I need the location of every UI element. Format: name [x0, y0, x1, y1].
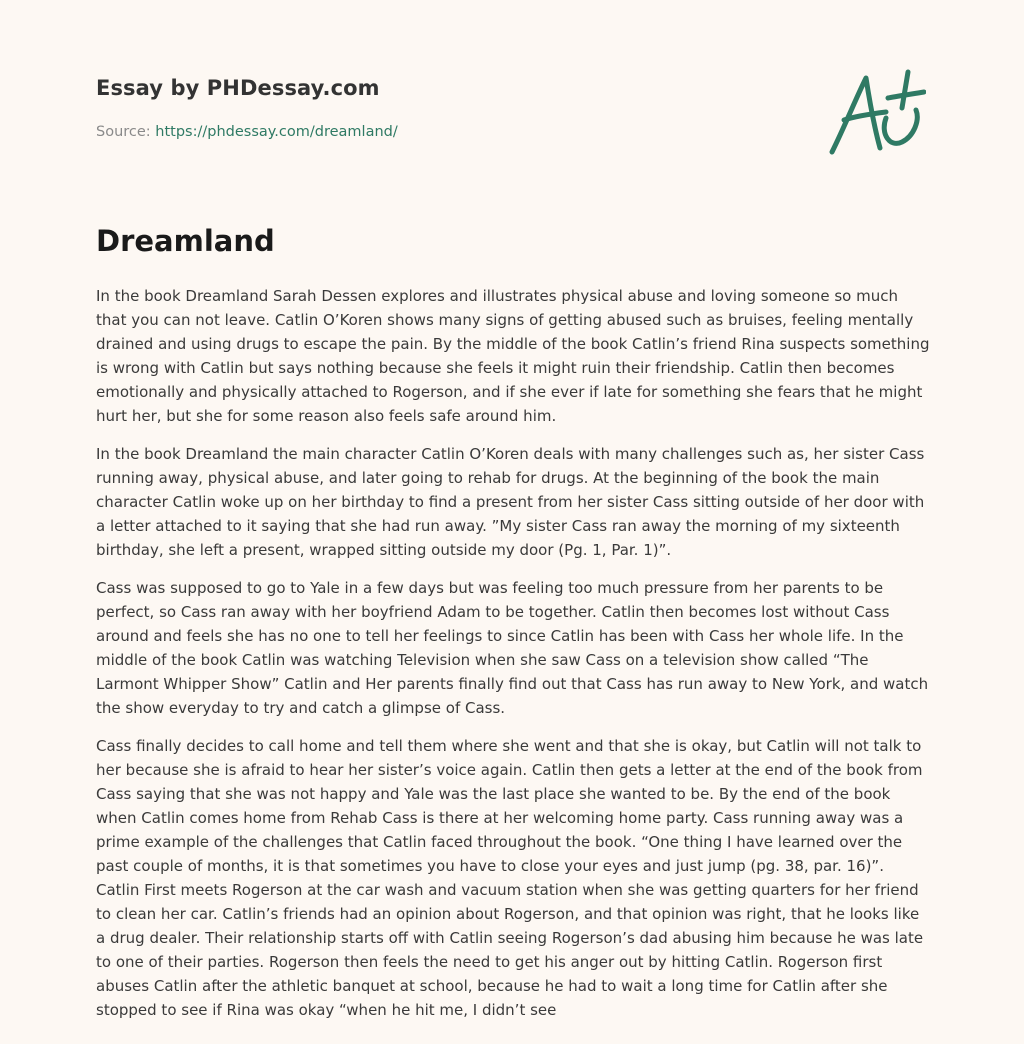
essay-paragraph: In the book Dreamland the main character Catlin O’Koren deals with many challenges such as, her sister Cass running away, physical abuse, and later going to rehab for drugs. At the beginning of the book the main character Catlin woke up on her birthday to find a present from her sister Cass sitting outside of her door with a letter attached to it saying that she had run away. ”My sister Cass ran away the morning of my sixteenth birthday, she left a present, wrapped sitting outside my door (Pg. 1, Par. 1)”. — [96, 445, 925, 559]
brand-title: Essay by PHDessay.com — [96, 76, 380, 100]
essay-paragraph: Cass finally decides to call home and tell them where she went and that she is okay, but Catlin will not talk to her because she is afraid to hear her sister’s voice again. Catlin then gets a letter at the end of the book from Cass saying that she was not happy and Yale was the last place she wanted to be. By the end of the book when Catlin comes home from Rehab Cass is there at her welcoming home party. Cass running away was a prime example of the challenges that Catlin faced throughout the book. “One thing I have learned over the past couple of months, it is that sometimes you have to close your eyes and just jump (pg. 38, par. 16)”. Catlin First meets Rogerson at the car wash and vacuum station when she was getting quarters for her friend to clean her car. Catlin’s friends had an opinion about Rogerson, and that opinion was right, that he looks like a drug dealer. Their relationship starts off with Catlin seeing Rogerson’s dad abusing him because he was late to one of their parties. Rogerson then feels the need to get his anger out by hitting Catlin. Rogerson first abuses Catlin after the athletic banquet at school, because he had to wait a long time for Catlin after she stopped to see if Rina was okay “when he hit me, I didn’t see — [96, 737, 924, 1019]
a-plus-logo-icon — [826, 68, 926, 160]
source-link[interactable]: https://phdessay.com/dreamland/ — [155, 124, 398, 140]
essay-body — [96, 284, 932, 1036]
source-line — [96, 124, 398, 140]
essay-title: Dreamland — [96, 224, 275, 258]
essay-paragraph: Cass was supposed to go to Yale in a few days but was feeling too much pressure from her parents to be perfect, so Cass ran away with her boyfriend Adam to be together. Catlin then becomes lost without Cass around and feels she has no one to tell her feelings to since Catlin has been with Cass her whole life. In the middle of the book Catlin was watching Television when she saw Cass on a television show called “The Larmont Whipper Show” Catlin and Her parents finally find out that Cass has run away to New York, and watch the show everyday to try and catch a glimpse of Cass. — [96, 579, 929, 717]
site-header — [96, 76, 932, 176]
essay-paragraph: In the book Dreamland Sarah Dessen explores and illustrates physical abuse and loving someone so much that you can not leave. Catlin O’Koren shows many signs of getting abused such as bruises, feeling mentally drained and using drugs to escape the pain. By the middle of the book Catlin’s friend Rina suspects something is wrong with Catlin but says nothing because she feels it might ruin their friendship. Catlin then becomes emotionally and physically attached to Rogerson, and if she ever if late for something she fears that he might hurt her, but she for some reason also feels safe around him. — [96, 287, 930, 425]
source-label: Source: — [96, 124, 156, 140]
